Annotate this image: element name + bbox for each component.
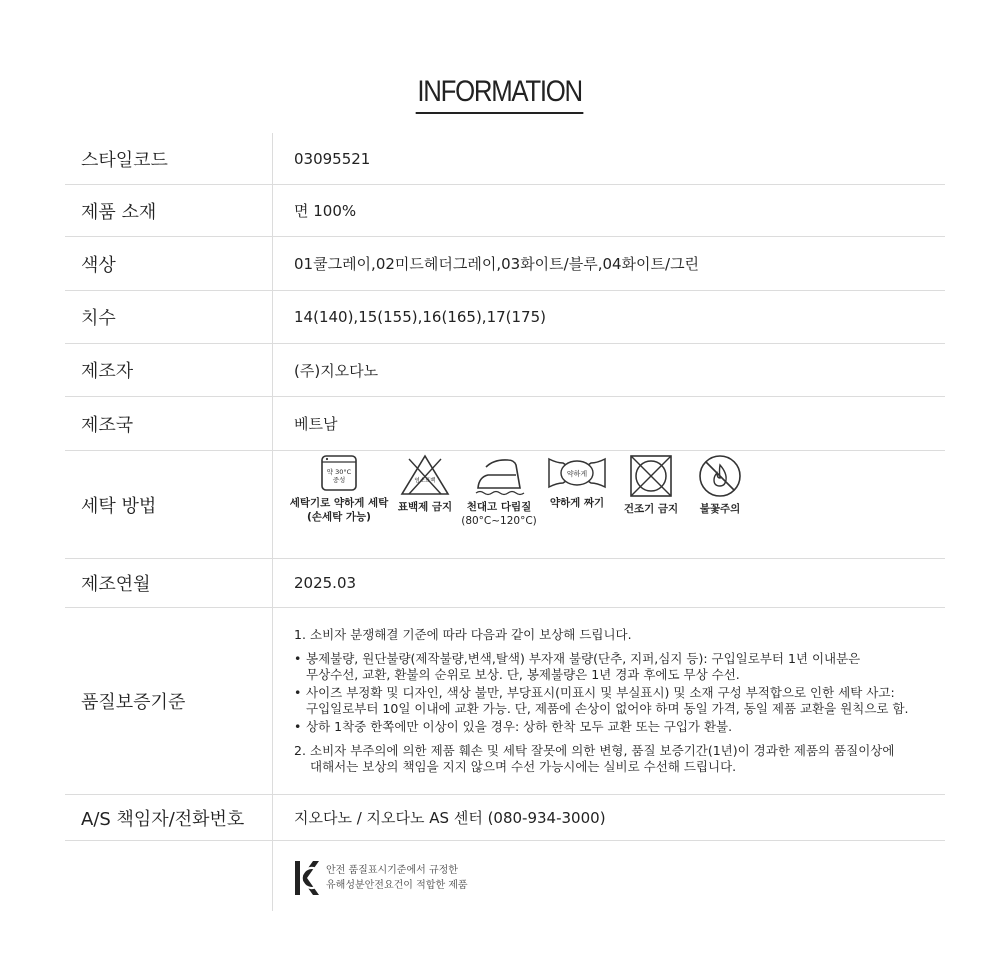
value-made-date: 2025.03 (294, 574, 357, 592)
label-material: 제품 소재 (65, 185, 273, 236)
wash-icon-neutral: 중성 (332, 476, 346, 484)
care-dry-label: 건조기 금지 (623, 503, 679, 515)
value-material: 면 100% (294, 202, 357, 220)
care-bleach (391, 453, 459, 514)
label-as: A/S 책임자/전화번호 (65, 795, 273, 840)
value-as: 지오다노 / 지오다노 AS 센터 (080-934-3000) (294, 809, 606, 827)
machine-wash-icon (319, 453, 359, 493)
gentle-wring-icon (547, 453, 607, 493)
iron-icon (472, 453, 526, 497)
value-maker: (주)지오다노 (294, 361, 379, 380)
label-size: 치수 (65, 291, 273, 343)
flame-warning-icon (697, 453, 743, 499)
quality-bullet-2-line-2: 구입일로부터 10일 이내에 교환 가능. 단, 제품에 손상이 없어야 하며 동일 가격, 동일 제품 교환을 원칙으로 함. (306, 701, 909, 716)
quality-bullet-3 (294, 719, 732, 735)
care-wash-label-1: 세탁기로 약하게 세탁 (289, 497, 389, 509)
row-as (65, 795, 945, 841)
quality-bullet-2-line-1: 사이즈 부정확 및 디자인, 색상 불만, 부당표시(미표시 및 부실표시) 및 소재 구성 부적합으로 인한 세탁 사고: (306, 685, 895, 700)
quality-bullet-1-mark: • (294, 651, 302, 666)
wash-icon-temp: 약 30°C (326, 468, 352, 476)
care-wash-label-2: (손세탁 가능) (307, 511, 371, 523)
quality-bullet-1 (294, 651, 860, 683)
care-wring-label: 약하게 짜기 (549, 497, 605, 509)
quality-item-1-text: 소비자 분쟁해결 기준에 따라 다음과 같이 보상해 드립니다. (310, 627, 632, 642)
kc-certification-text (326, 863, 468, 893)
quality-bullet-3-mark: • (294, 719, 302, 734)
quality-item-2-num: 2. (294, 743, 306, 758)
row-quality (65, 608, 945, 795)
row-maker (65, 344, 945, 397)
value-style-code: 03095521 (294, 149, 371, 168)
row-size (65, 291, 945, 344)
info-table (65, 133, 945, 911)
care-fire (687, 453, 753, 516)
page-title-text: INFORMATION (416, 74, 584, 114)
kc-text-line-2: 유해성분안전요건이 적합한 제품 (326, 880, 468, 891)
quality-item-2 (294, 743, 894, 775)
quality-text (273, 608, 945, 794)
quality-item-2-line-1: 소비자 부주의에 의한 제품 훼손 및 세탁 잘못에 의한 변형, 품질 보증기간(1년)이 경과한 제품의 품질이상에 (310, 743, 895, 758)
care-iron (459, 453, 539, 528)
care-fire-label: 불꽃주의 (699, 503, 741, 515)
quality-bullet-1-line-2: 무상수선, 교환, 환불의 순위로 보상. 단, 봉제불량은 1년 경과 후에도 무상 수선. (306, 667, 740, 682)
value-country: 베트남 (294, 415, 338, 433)
kc-mark (273, 841, 945, 911)
care-bleach-label: 표백제 금지 (397, 501, 453, 513)
row-washing (65, 451, 945, 559)
value-color: 01쿨그레이,02미드헤더그레이,03화이트/블루,04화이트/그린 (294, 255, 700, 273)
care-wash-label (290, 496, 389, 524)
label-washing: 세탁 방법 (65, 451, 273, 558)
kc-logo-icon (294, 859, 320, 897)
quality-bullet-2 (294, 685, 909, 717)
row-style-code (65, 133, 945, 185)
row-made-date (65, 559, 945, 608)
care-iron-label (461, 500, 537, 528)
quality-bullet-2-mark: • (294, 685, 302, 700)
quality-item-2-line-2: 대해서는 보상의 책임을 지지 않으며 수선 가능시에는 실비로 수선해 드립니다. (310, 759, 737, 774)
no-tumble-dry-icon (627, 453, 675, 499)
quality-item-1-num: 1. (294, 627, 306, 642)
label-made-date: 제조연월 (65, 559, 273, 607)
label-maker: 제조자 (65, 344, 273, 396)
page-title (0, 74, 1000, 114)
care-iron-label-1: 천대고 다림질 (466, 501, 532, 513)
label-color: 색상 (65, 237, 273, 290)
row-kc (65, 841, 945, 911)
label-style-code: 스타일코드 (65, 133, 273, 184)
quality-bullet-3-line-1: 상하 1착중 한쪽에만 이상이 있을 경우: 상하 한착 모두 교환 또는 구입가 환불. (306, 719, 733, 734)
quality-item-1 (294, 627, 632, 643)
label-kc-empty (65, 841, 273, 911)
care-iron-label-2: (80°C~120°C) (461, 515, 537, 527)
label-country: 제조국 (65, 397, 273, 450)
care-wash (287, 453, 391, 524)
bleach-icon-text: 염소표백 (414, 478, 436, 484)
care-icons (273, 451, 945, 558)
row-color (65, 237, 945, 291)
value-size: 14(140),15(155),16(165),17(175) (294, 308, 546, 326)
quality-bullet-1-line-1: 봉제불량, 원단불량(제작불량,변색,탈색) 부자재 불량(단추, 지퍼,심지 등): 구입일로부터 1년 이내분은 (306, 651, 861, 666)
no-bleach-icon (399, 453, 451, 497)
label-quality: 품질보증기준 (65, 608, 273, 794)
kc-text-line-1: 안전 품질표시기준에서 규정한 (326, 865, 458, 876)
row-material (65, 185, 945, 237)
care-wring (539, 453, 615, 510)
care-dry (615, 453, 687, 516)
wring-icon-text: 약하게 (566, 470, 588, 478)
row-country (65, 397, 945, 451)
